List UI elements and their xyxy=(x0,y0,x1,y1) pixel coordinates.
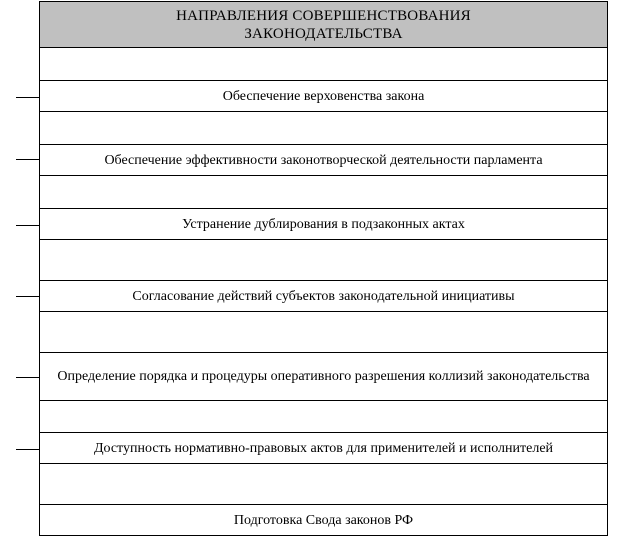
direction-label: Обеспечение верховенства закона xyxy=(222,88,425,104)
diagram-title-line2: ЗАКОНОДАТЕЛЬСТВА xyxy=(244,25,403,42)
direction-label: Устранение дублирования в подзаконных актах xyxy=(182,216,465,232)
connector-tick xyxy=(16,377,40,378)
connector-tick xyxy=(16,159,40,160)
direction-label: Согласование действий субъектов законодательной инициативы xyxy=(132,288,515,304)
direction-box-7 xyxy=(39,504,608,536)
direction-label: Доступность нормативно-правовых актов для применителей и исполнителей xyxy=(93,440,554,456)
direction-label: Подготовка Свода законов РФ xyxy=(233,512,414,528)
direction-box-3 xyxy=(39,208,608,240)
connector-tick xyxy=(16,97,40,98)
direction-box-2 xyxy=(39,144,608,176)
direction-label: Обеспечение эффективности законотворческой деятельности парламента xyxy=(104,152,543,168)
direction-box-5 xyxy=(39,352,608,401)
connector-tick xyxy=(16,225,40,226)
direction-box-4 xyxy=(39,280,608,312)
diagram-title-line1: НАПРАВЛЕНИЯ СОВЕРШЕНСТВОВАНИЯ xyxy=(176,7,471,24)
direction-box-6 xyxy=(39,432,608,464)
connector-tick xyxy=(16,449,40,450)
direction-label: Определение порядка и процедуры оперативного разрешения коллизий законодательства xyxy=(57,369,590,384)
diagram-title xyxy=(39,1,608,48)
connector-tick xyxy=(16,296,40,297)
direction-box-1 xyxy=(39,80,608,112)
